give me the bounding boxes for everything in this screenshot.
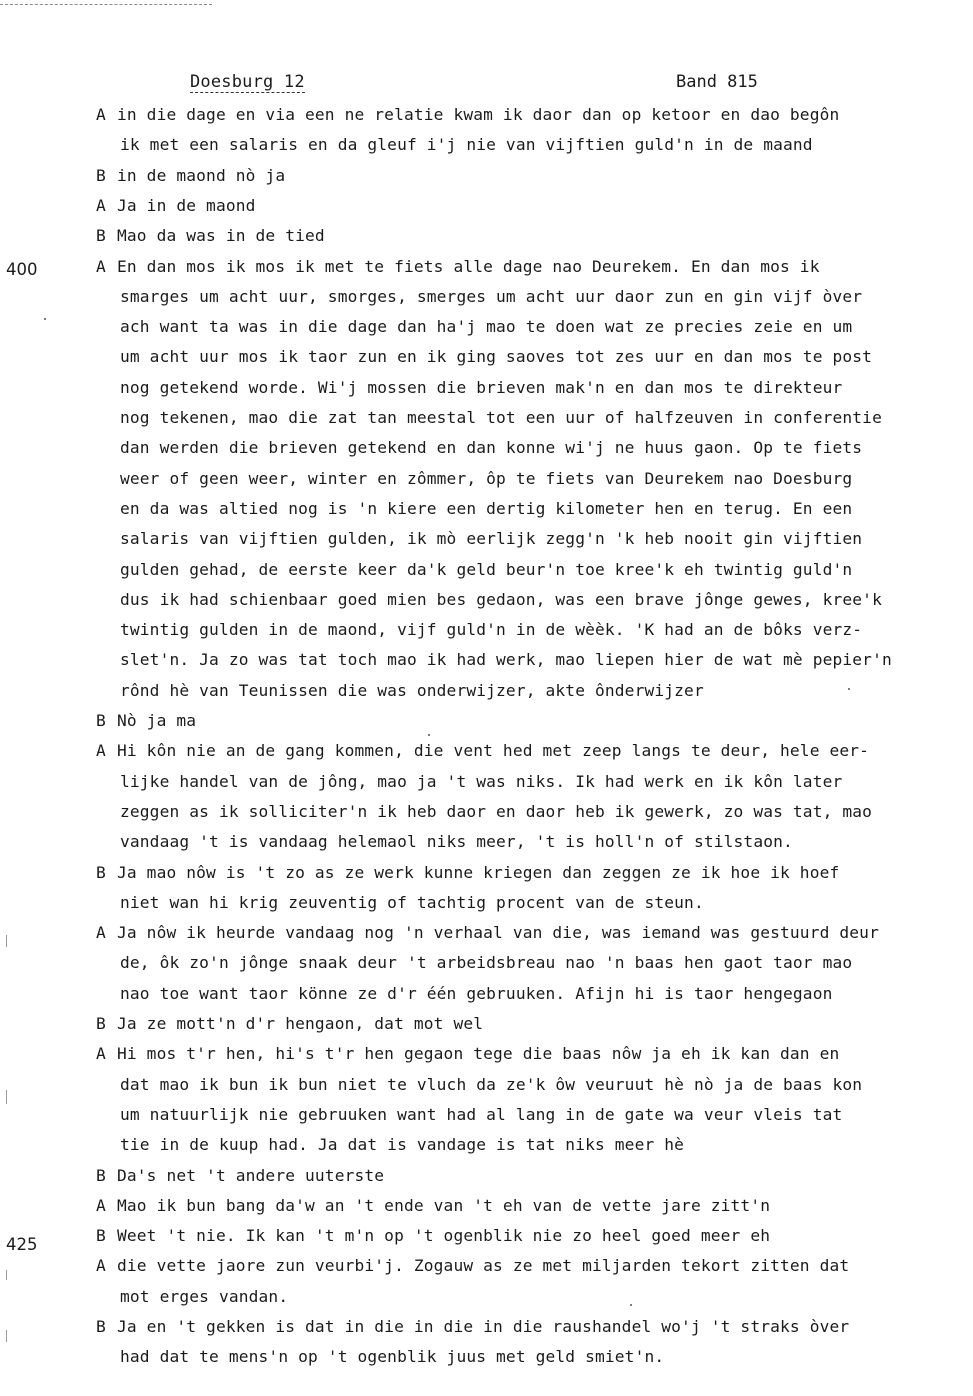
- transcript-line: slet'n. Ja zo was tat toch mao ik had werk, mao liepen hier de wat mè pepier'n: [120, 650, 892, 670]
- page-header-band: Band 815: [676, 72, 758, 92]
- transcript-line: nao toe want taor könne ze d'r één gebruuken. Afijn hi is taor hengegaon: [120, 983, 833, 1003]
- transcript-line: Ja en 't gekken is dat in die in die in die raushandel wo'j 't straks òver: [117, 1317, 850, 1336]
- transcript-line: Mao ik bun bang da'w an 't ende van 't eh van de vette jare zitt'n: [117, 1195, 771, 1215]
- speaker-label: B: [96, 226, 106, 246]
- margin-scan-mark: [6, 1090, 7, 1104]
- transcript-line: rônd hè van Teunissen die was onderwijzer, akte ônderwijzer: [120, 680, 704, 700]
- scan-speck: [630, 1304, 632, 1306]
- transcript-line: die vette jaore zun veurbi'j. Zogauw as ze met miljarden tekort zitten dat: [117, 1256, 850, 1276]
- transcript-line: lijke handel van de jông, mao ja 't was niks. Ik had werk en ik kôn later: [120, 771, 843, 791]
- speaker-label: A: [96, 741, 106, 761]
- transcript-line: niet wan hi krig zeuventig of tachtig procent van de steun.: [120, 892, 704, 912]
- transcript-line: um acht uur mos ik taor zun en ik ging saoves tot zes uur en dan mos te post: [120, 347, 873, 367]
- margin-scan-mark: [6, 1270, 7, 1280]
- transcript-line: ach want ta was in die dage dan ha'j mao te doen wat ze precies zeie en um: [120, 317, 853, 337]
- speaker-label: A: [96, 1256, 106, 1276]
- transcript-line: in de maond nò ja: [117, 165, 286, 185]
- transcript-line: Ja nôw ik heurde vandaag nog 'n verhaal van die, was iemand was gestuurd deur: [117, 923, 879, 943]
- speaker-label: B: [96, 1317, 106, 1336]
- transcript-line: Weet 't nie. Ik kan 't m'n op 't ogenblik nie zo heel goed meer eh: [117, 1226, 771, 1246]
- scan-speck: [44, 318, 46, 320]
- transcript-line: salaris van vijftien gulden, ik mò eerlijk zegg'n 'k heb nooit gin vijftien: [120, 529, 863, 549]
- speaker-label: A: [96, 923, 106, 943]
- transcript-line: Mao da was in de tied: [117, 226, 325, 246]
- speaker-label: B: [96, 1165, 106, 1185]
- transcript-line: zeggen as ik solliciter'n ik heb daor en daor heb ik gewerk, zo was tat, mao: [120, 801, 873, 821]
- transcript-line: nog tekenen, mao die zat tan meestal tot een uur of halfzeuven in conferentie: [120, 408, 882, 427]
- transcript-line: gulden gehad, de eerste keer da'k geld beur'n toe kree'k eh twintig guld'n: [120, 559, 853, 579]
- transcript-line: Ja in de maond: [117, 195, 256, 215]
- scan-speck: [848, 688, 850, 690]
- transcript-line: um natuurlijk nie gebruuken want had al lang in de gate wa veur vleis tat: [120, 1104, 843, 1124]
- speaker-label: B: [96, 711, 106, 730]
- transcript-line: dat mao ik bun ik bun niet te vluch da ze'k ôw veuruut hè nò ja de baas kon: [120, 1074, 863, 1094]
- transcript-line: dus ik had schienbaar goed mien bes gedaon, was een brave jônge gewes, kree'k: [120, 589, 882, 609]
- transcript-line: Ja mao nôw is 't zo as ze werk kunne kriegen dan zeggen ze ik hoe ik hoef: [117, 862, 840, 882]
- speaker-label: A: [96, 256, 106, 276]
- transcript-line: weer of geen weer, winter en zômmer, ôp te fiets van Deurekem nao Doesburg: [120, 468, 853, 488]
- transcript-line: dan werden die brieven getekend en dan konne wi'j ne huus gaon. Op te fiets: [120, 438, 863, 458]
- speaker-label: A: [96, 195, 106, 215]
- transcript-line: had dat te mens'n op 't ogenblik juus met geld smiet'n.: [120, 1347, 665, 1367]
- transcript-line: Ja ze mott'n d'r hengaon, dat mot wel: [117, 1014, 484, 1033]
- transcript-line: Nò ja ma: [117, 711, 197, 730]
- transcript-line: smarges um acht uur, smorges, smerges um acht uur daor zun en gin vijf òver: [120, 286, 863, 306]
- transcript-line: nog getekend worde. Wi'j mossen die brieven mak'n en dan mos te direkteur: [120, 377, 843, 397]
- transcript-line: tie in de kuup had. Ja dat is vandage is tat niks meer hè: [120, 1135, 685, 1155]
- transcript-line: vandaag 't is vandaag helemaol niks meer, 't is holl'n of stilstaon.: [120, 832, 793, 852]
- margin-scan-mark: [6, 1330, 7, 1342]
- transcript-line: twintig gulden in de maond, vijf guld'n in de wèèk. 'K had an de bôks verz-: [120, 620, 863, 640]
- page-header-place: [190, 72, 305, 92]
- speaker-label: B: [96, 165, 106, 185]
- speaker-label: A: [96, 1044, 106, 1064]
- line-number-425: 425: [6, 1235, 38, 1254]
- margin-scan-mark: [6, 935, 7, 947]
- line-number-400: 400: [6, 260, 38, 279]
- speaker-label: B: [96, 862, 106, 882]
- transcript-line: Hi kôn nie an de gang kommen, die vent hed met zeep langs te deur, hele eer-: [117, 741, 870, 761]
- speaker-label: B: [96, 1014, 106, 1033]
- header-place-text: Doesburg 12: [190, 72, 305, 92]
- transcript-line: de, ôk zo'n jônge snaak deur 't arbeidsbreau nao 'n baas hen gaot taor mao: [120, 953, 853, 973]
- speaker-label: A: [96, 105, 106, 124]
- transcript-line: in die dage en via een ne relatie kwam ik daor dan op ketoor en dao begôn: [117, 105, 840, 124]
- scan-speck: [428, 734, 430, 736]
- transcript-line: Hi mos t'r hen, hi's t'r hen gegaon tege die baas nôw ja eh ik kan dan en: [117, 1044, 840, 1064]
- transcript-line: ik met een salaris en da gleuf i'j nie van vijftien guld'n in de maand: [120, 135, 813, 155]
- transcript-line: En dan mos ik mos ik met te fiets alle dage nao Deurekem. En dan mos ik: [117, 256, 820, 276]
- transcript-line: mot erges vandan.: [120, 1286, 289, 1306]
- top-edge-rule: [0, 4, 212, 5]
- speaker-label: B: [96, 1226, 106, 1246]
- transcript-line: en da was altied nog is 'n kiere een dertig kilometer hen en terug. En een: [120, 498, 853, 518]
- speaker-label: A: [96, 1195, 106, 1215]
- transcript-line: Da's net 't andere uuterste: [117, 1165, 385, 1185]
